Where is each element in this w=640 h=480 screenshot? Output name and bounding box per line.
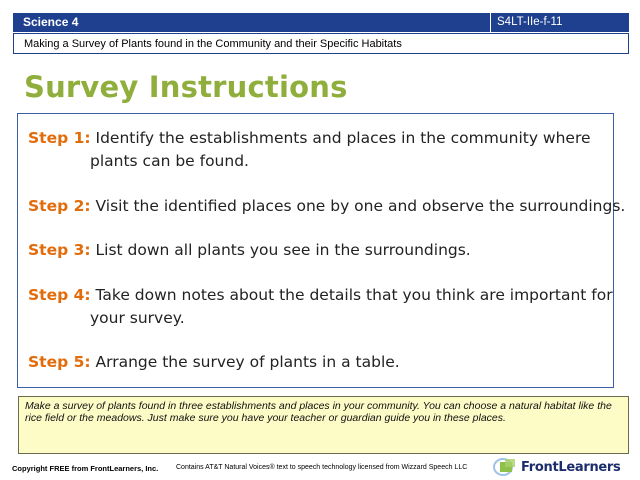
step-label: Step 2: xyxy=(28,197,91,215)
step-label: Step 1: xyxy=(28,129,91,147)
step-text: Take down notes about the details that you think are important for xyxy=(95,286,613,304)
step-text-continued: your survey. xyxy=(90,309,185,327)
step-label: Step 5: xyxy=(28,353,91,371)
subject-label: Science 4 xyxy=(23,15,79,29)
lesson-subtitle-bar xyxy=(13,33,629,54)
note-text: Make a survey of plants found in three establishments and places in your community. You can choose a natural habitat like the rice field or the meadows. Just make sure you have your teacher or guardian guide you in these places. xyxy=(25,400,612,424)
tts-notice: Contains AT&T Natural Voices® text to speech technology licensed from Wizzard Speech LLC xyxy=(176,464,468,471)
brand-name: FrontLearners xyxy=(521,460,621,475)
step-text: Identify the establishments and places in the community where xyxy=(95,129,591,147)
step-1 xyxy=(28,127,591,173)
copyright-text: Copyright FREE from FrontLearners, Inc. xyxy=(12,464,159,473)
page-title: Survey Instructions xyxy=(24,70,348,104)
step-text: Visit the identified places one by one and observe the surroundings. xyxy=(95,197,626,215)
step-3 xyxy=(28,239,471,262)
lesson-subtitle: Making a Survey of Plants found in the Community and their Specific Habitats xyxy=(24,38,402,50)
step-label: Step 3: xyxy=(28,241,91,259)
step-text-continued: plants can be found. xyxy=(90,152,249,170)
header-bar xyxy=(13,13,629,32)
step-2 xyxy=(28,195,625,218)
step-label: Step 4: xyxy=(28,286,91,304)
step-4 xyxy=(28,284,613,330)
step-5 xyxy=(28,351,400,374)
frontlearners-logo xyxy=(492,456,630,478)
note-box xyxy=(18,396,629,454)
step-text: List down all plants you see in the surroundings. xyxy=(95,241,471,259)
footer xyxy=(12,464,468,473)
frontlearners-logo-icon xyxy=(492,456,522,478)
header-divider xyxy=(490,13,491,32)
competency-code: S4LT-IIe-f-11 xyxy=(497,16,563,28)
step-text: Arrange the survey of plants in a table. xyxy=(95,353,400,371)
